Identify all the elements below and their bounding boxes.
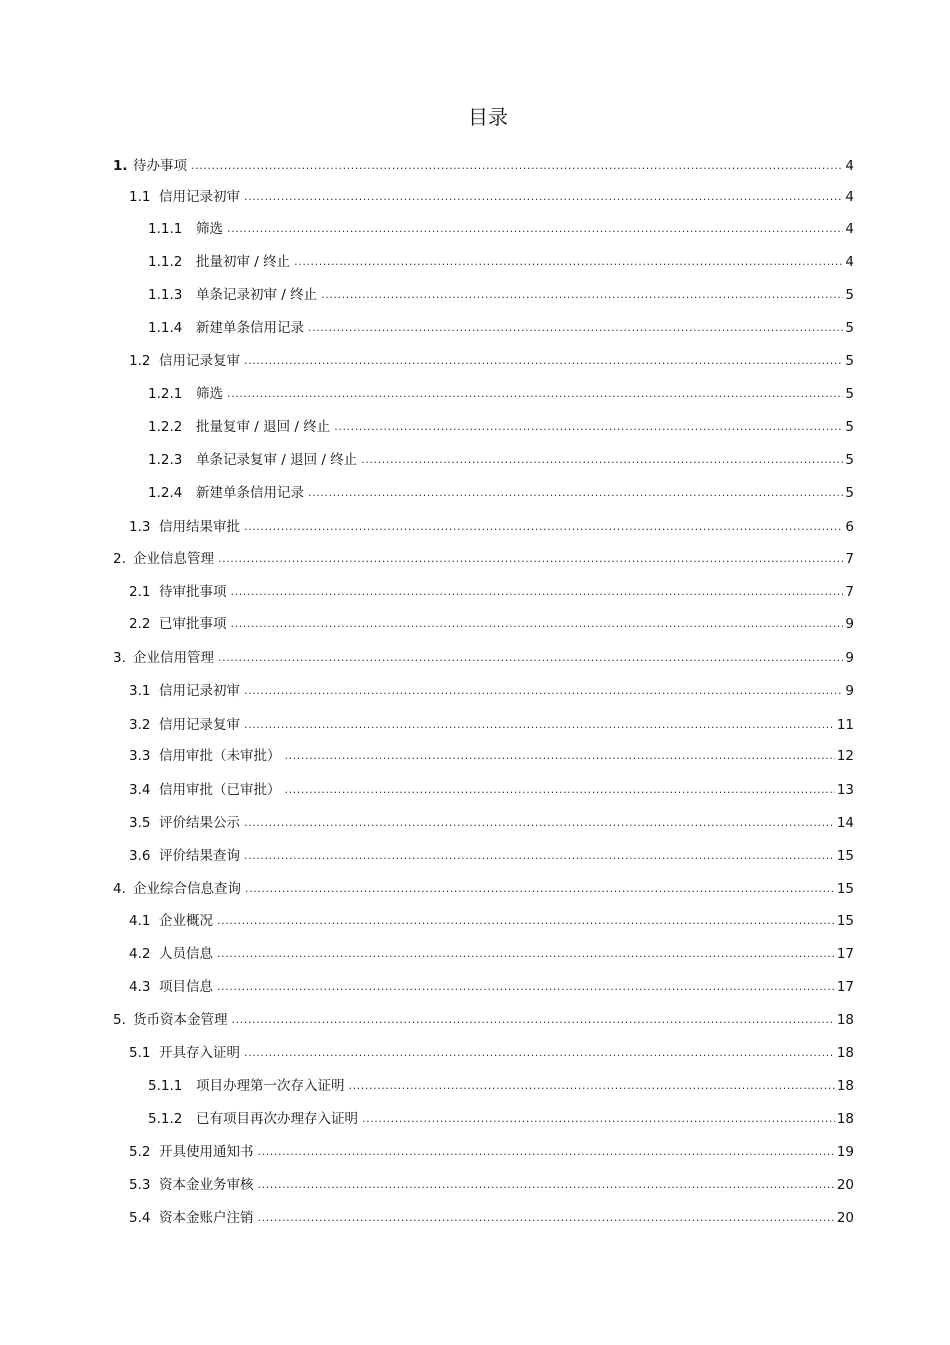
toc-entry-number: 1.1.4 — [148, 320, 183, 336]
toc-leader-dots — [227, 387, 843, 401]
toc-leader-dots — [244, 520, 843, 534]
toc-entry-label: 开具存入证明 — [159, 1045, 240, 1061]
toc-entry-number: 3.2 — [129, 717, 151, 733]
toc-entry-number: 3.5 — [129, 815, 151, 831]
toc-leader-dots — [244, 816, 835, 830]
toc-entry-number: 5.3 — [129, 1177, 151, 1193]
toc-entry-page-number: 20 — [836, 1177, 854, 1193]
toc-entry[interactable] — [129, 350, 854, 370]
toc-entry-page-number: 5 — [845, 386, 854, 402]
toc-entry[interactable] — [148, 251, 854, 271]
toc-entry-number: 1.2 — [129, 353, 151, 369]
toc-leader-dots — [294, 255, 843, 269]
toc-entry[interactable] — [148, 1108, 854, 1128]
toc-entry-label: 评价结果公示 — [159, 815, 240, 831]
toc-leader-dots — [244, 1046, 835, 1060]
toc-entry-page-number: 18 — [836, 1012, 854, 1028]
toc-entry[interactable] — [129, 1042, 854, 1062]
toc-entry-number: 1.2.4 — [148, 485, 183, 501]
toc-entry[interactable] — [129, 581, 854, 601]
toc-entry-label: 信用记录复审 — [159, 717, 240, 733]
toc-leader-dots — [361, 453, 843, 467]
toc-entry-page-number: 17 — [836, 946, 854, 962]
toc-entry-page-number: 12 — [836, 748, 854, 764]
toc-entry-number: 3.1 — [129, 683, 151, 699]
toc-entry-page-number: 5 — [845, 452, 854, 468]
toc-entry-number: 3.3 — [129, 748, 151, 764]
toc-entry-number: 4.3 — [129, 979, 151, 995]
toc-entry-label: 信用审批（已审批） — [159, 782, 281, 798]
toc-entry-page-number: 7 — [845, 551, 854, 567]
toc-entry-label: 单条记录初审 / 终止 — [196, 287, 318, 303]
toc-entry-label: 筛选 — [196, 221, 223, 237]
toc-entry[interactable] — [113, 647, 854, 667]
toc-entry-page-number: 15 — [836, 913, 854, 929]
toc-entry[interactable] — [129, 845, 854, 865]
toc-entry-number: 1.2.2 — [148, 419, 183, 435]
toc-entry-label: 项目办理第一次存入证明 — [196, 1078, 345, 1094]
toc-leader-dots — [217, 947, 835, 961]
toc-entry-label: 企业信用管理 — [133, 650, 214, 666]
toc-entry[interactable] — [129, 516, 854, 536]
toc-entry-label: 新建单条信用记录 — [196, 320, 304, 336]
toc-entry-page-number: 5 — [845, 485, 854, 501]
toc-entry-page-number: 19 — [836, 1144, 854, 1160]
toc-entry[interactable] — [113, 1009, 854, 1029]
toc-entry-number: 5.1 — [129, 1045, 151, 1061]
toc-entry-label: 企业综合信息查询 — [133, 881, 241, 897]
toc-leader-dots — [258, 1211, 835, 1225]
toc-entry-page-number: 18 — [836, 1078, 854, 1094]
toc-leader-dots — [245, 882, 835, 896]
toc-entry-number: 5.4 — [129, 1210, 151, 1226]
toc-entry[interactable] — [129, 976, 854, 996]
toc-leader-dots — [285, 783, 835, 797]
toc-entry-number: 1.1.1 — [148, 221, 183, 237]
toc-entry-page-number: 4 — [845, 254, 854, 270]
toc-leader-dots — [232, 1013, 835, 1027]
toc-entry-page-number: 20 — [836, 1210, 854, 1226]
toc-entry[interactable] — [129, 1207, 854, 1227]
toc-entry[interactable] — [129, 714, 854, 734]
toc-entry[interactable] — [129, 186, 854, 206]
toc-entry-number: 4.1 — [129, 913, 151, 929]
toc-entry-page-number: 4 — [845, 158, 854, 174]
toc-entry-label: 已审批事项 — [159, 616, 227, 632]
toc-leader-dots — [308, 486, 843, 500]
toc-entry-page-number: 6 — [845, 519, 854, 535]
toc-entry-number: 2.1 — [129, 584, 151, 600]
toc-entry-label: 已有项目再次办理存入证明 — [196, 1111, 358, 1127]
toc-leader-dots — [258, 1178, 835, 1192]
toc-entry[interactable] — [129, 613, 854, 633]
toc-entry-label: 人员信息 — [159, 946, 213, 962]
toc-leader-dots — [231, 585, 844, 599]
toc-entry-page-number: 18 — [836, 1111, 854, 1127]
toc-leader-dots — [334, 420, 843, 434]
toc-entry-number: 2. — [113, 551, 126, 567]
toc-entry-number: 4. — [113, 881, 126, 897]
toc-entry[interactable] — [129, 812, 854, 832]
toc-entry-label: 货币资本金管理 — [133, 1012, 228, 1028]
toc-entry-page-number: 15 — [836, 848, 854, 864]
toc-entry-number: 1.1.3 — [148, 287, 183, 303]
toc-entry-number: 3.4 — [129, 782, 151, 798]
toc-entry-page-number: 17 — [836, 979, 854, 995]
toc-entry-number: 1.2.1 — [148, 386, 183, 402]
toc-entry-label: 新建单条信用记录 — [196, 485, 304, 501]
toc-entry[interactable] — [129, 680, 854, 700]
toc-entry[interactable] — [129, 943, 854, 963]
toc-entry-number: 1.1 — [129, 189, 151, 205]
toc-entry-number: 1.2.3 — [148, 452, 183, 468]
toc-entry[interactable] — [148, 218, 854, 238]
toc-entry-number: 3.6 — [129, 848, 151, 864]
toc-entry-number: 1.3 — [129, 519, 151, 535]
toc-entry-page-number: 5 — [845, 287, 854, 303]
toc-entry[interactable] — [148, 449, 854, 469]
toc-entry-number: 3. — [113, 650, 126, 666]
toc-entry-page-number: 5 — [845, 353, 854, 369]
toc-entry[interactable] — [129, 745, 854, 765]
toc-entry[interactable] — [148, 482, 854, 502]
toc-entry[interactable] — [113, 548, 854, 568]
toc-entry-number: 1. — [113, 158, 128, 174]
toc-entry-page-number: 7 — [845, 584, 854, 600]
toc-entry-page-number: 9 — [845, 616, 854, 632]
toc-leader-dots — [218, 651, 843, 665]
toc-leader-dots — [362, 1112, 835, 1126]
toc-leader-dots — [227, 222, 843, 236]
toc-entry[interactable] — [148, 284, 854, 304]
toc-leader-dots — [244, 684, 843, 698]
toc-entry-label: 资本金业务审核 — [159, 1177, 254, 1193]
toc-entry-label: 企业概况 — [159, 913, 213, 929]
toc-entry-page-number: 4 — [845, 189, 854, 205]
toc-entry-label: 评价结果查询 — [159, 848, 240, 864]
toc-entry[interactable] — [113, 878, 854, 898]
toc-leader-dots — [285, 749, 835, 763]
toc-entry-number: 5.2 — [129, 1144, 151, 1160]
toc-entry-number: 2.2 — [129, 616, 151, 632]
toc-entry-label: 批量复审 / 退回 / 终止 — [196, 419, 331, 435]
toc-entry-number: 5.1.1 — [148, 1078, 183, 1094]
toc-leader-dots — [244, 849, 835, 863]
toc-entry[interactable] — [129, 1174, 854, 1194]
toc-entry-label: 开具使用通知书 — [159, 1144, 254, 1160]
toc-entry-page-number: 18 — [836, 1045, 854, 1061]
toc-leader-dots — [244, 354, 843, 368]
toc-entry-label: 资本金账户注销 — [159, 1210, 254, 1226]
toc-leader-dots — [244, 190, 843, 204]
toc-entry-number: 4.2 — [129, 946, 151, 962]
toc-entry-page-number: 13 — [836, 782, 854, 798]
toc-entry-label: 信用结果审批 — [159, 519, 240, 535]
toc-entry[interactable] — [148, 317, 854, 337]
toc-entry[interactable] — [113, 155, 854, 175]
toc-entry-page-number: 4 — [845, 221, 854, 237]
toc-leader-dots — [217, 980, 835, 994]
toc-entry[interactable] — [129, 1141, 854, 1161]
toc-leader-dots — [217, 914, 835, 928]
toc-entry[interactable] — [129, 910, 854, 930]
toc-entry-page-number: 9 — [845, 650, 854, 666]
toc-entry-label: 信用记录初审 — [159, 683, 240, 699]
toc-entry-label: 待办事项 — [133, 158, 187, 174]
toc-entry-number: 5. — [113, 1012, 126, 1028]
toc-leader-dots — [308, 321, 843, 335]
toc-leader-dots — [349, 1079, 835, 1093]
toc-entry-page-number: 15 — [836, 881, 854, 897]
toc-entry-label: 项目信息 — [159, 979, 213, 995]
toc-entry-number: 5.1.2 — [148, 1111, 183, 1127]
toc-entry[interactable] — [129, 779, 854, 799]
toc-entry-label: 单条记录复审 / 退回 / 终止 — [196, 452, 358, 468]
toc-entry-page-number: 5 — [845, 419, 854, 435]
toc-entry-page-number: 14 — [836, 815, 854, 831]
toc-leader-dots — [244, 718, 835, 732]
toc-entry-label: 信用记录初审 — [159, 189, 240, 205]
toc-entry-label: 批量初审 / 终止 — [196, 254, 291, 270]
toc-entry[interactable] — [148, 383, 854, 403]
toc-entry[interactable] — [148, 416, 854, 436]
toc-entry-number: 1.1.2 — [148, 254, 183, 270]
toc-entry-page-number: 11 — [836, 717, 854, 733]
toc-leader-dots — [258, 1145, 835, 1159]
toc-entry-label: 信用审批（未审批） — [159, 748, 281, 764]
toc-leader-dots — [231, 617, 844, 631]
toc-leader-dots — [218, 552, 843, 566]
toc-entry-page-number: 5 — [845, 320, 854, 336]
toc-entry-label: 信用记录复审 — [159, 353, 240, 369]
toc-entry-label: 待审批事项 — [159, 584, 227, 600]
toc-entry-label: 企业信息管理 — [133, 551, 214, 567]
toc-leader-dots — [321, 288, 843, 302]
toc-leader-dots — [191, 159, 843, 173]
page-title: 目录 — [468, 105, 508, 129]
toc-entry-page-number: 9 — [845, 683, 854, 699]
toc-entry[interactable] — [148, 1075, 854, 1095]
toc-entry-label: 筛选 — [196, 386, 223, 402]
